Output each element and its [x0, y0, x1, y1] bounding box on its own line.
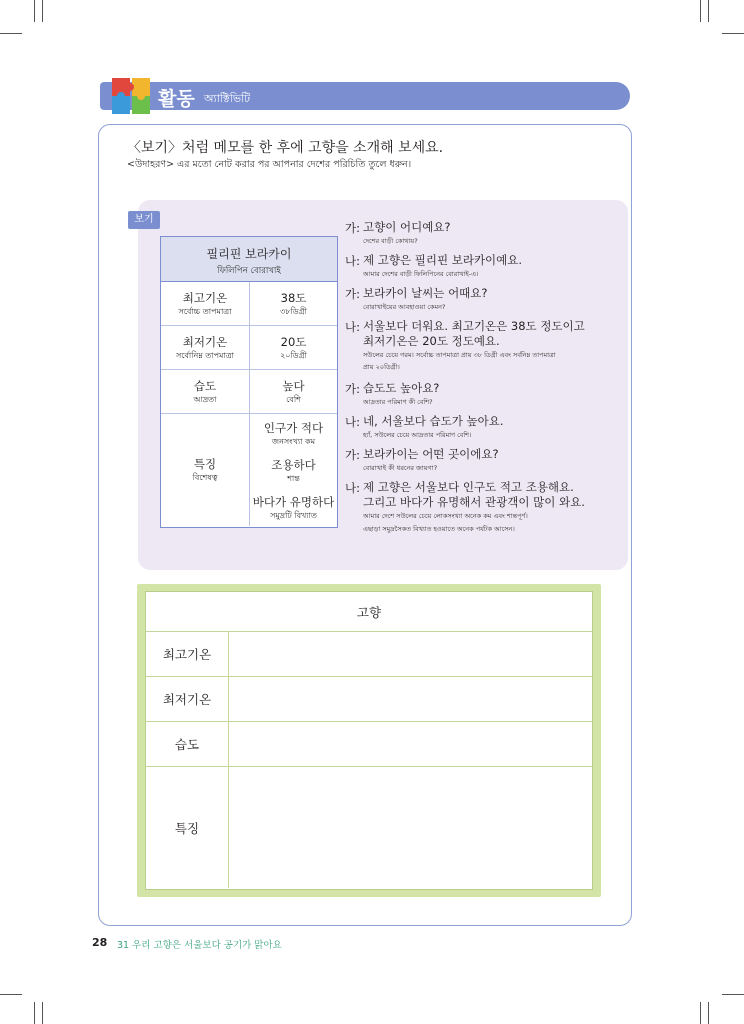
value-bn: ২০ডিগ্রী: [280, 351, 307, 360]
row-label: [161, 326, 250, 369]
speaker: 나:: [345, 415, 360, 429]
line-ko: 보라카이 날씨는 어때요?: [363, 286, 488, 300]
line-ko: 제 고향은 필리핀 보라카이예요.: [363, 253, 523, 267]
worksheet-label: 최저기온: [146, 677, 229, 721]
line-bn: প্রায় ২০ডিগ্রী।: [363, 363, 400, 371]
value-ko: 조용하다: [271, 458, 316, 472]
line-bn: আমার দেশের বাড়ী ফিলিপিনের বোরাখাই-এ।: [363, 270, 479, 278]
table-row: [161, 326, 337, 370]
puzzle-icon: [108, 74, 154, 116]
label-bn: সর্বোচ্চ তাপমাত্রা: [178, 307, 232, 316]
worksheet-row: [146, 767, 592, 888]
worksheet-table: [145, 591, 593, 890]
crop-mark: [700, 1002, 701, 1024]
row-value: [250, 370, 337, 413]
value-bn: শান্ত: [287, 474, 300, 483]
chapter-title: 31 우리 고향은 서울보다 공기가 맑아요: [117, 940, 282, 951]
label-bn: সর্বোনিম্ন তাপমাত্রা: [175, 351, 234, 360]
label-bn: আদ্রতা: [193, 395, 217, 404]
label-ko: 습도: [193, 379, 217, 393]
value-ko: 바다가 유명하다: [252, 495, 335, 509]
crop-mark: [0, 33, 22, 34]
instruction-korean: 〈보기〉처럼 메모를 한 후에 고향을 소개해 보세요.: [127, 140, 444, 156]
line-bn: দেশের বাড়ী কোথায়?: [363, 237, 418, 245]
worksheet-label: 특징: [146, 767, 229, 888]
line-ko: 네, 서울보다 습도가 높아요.: [363, 414, 504, 428]
worksheet-label: 최고기온: [146, 632, 229, 676]
label-ko: 특징: [193, 457, 217, 471]
line-ko: 제 고향은 서울보다 인구도 적고 조용해요.: [363, 480, 574, 494]
value-bn: বেশি: [286, 395, 301, 404]
crop-mark: [700, 0, 701, 22]
crop-mark: [42, 0, 43, 22]
row-value: [250, 414, 337, 526]
label-ko: 최저기온: [182, 335, 228, 349]
crop-mark: [708, 0, 709, 22]
value-ko: 높다: [282, 379, 305, 393]
speaker: 가:: [345, 221, 360, 235]
value-ko: 인구가 적다: [263, 421, 324, 435]
worksheet-row: [146, 632, 592, 677]
line-ko: 습도도 높아요?: [363, 381, 440, 395]
crop-mark: [708, 1002, 709, 1024]
page-number: 28: [92, 936, 108, 949]
value-bn: সমুদ্রটি বিখ্যাত: [270, 511, 317, 520]
crop-mark: [0, 994, 22, 995]
speaker: 나:: [345, 320, 360, 334]
table-row: [161, 414, 337, 526]
line-bn: আদ্রতার পরিমাণ কী বেশি?: [363, 398, 433, 406]
line-bn: সউলের চেয়ে গরম। সর্বোচ্চ তাপমাত্রা প্রায় ৩৮ ডিগ্রী এবং সর্বনিম্ন তাপমাত্রা: [363, 351, 556, 359]
label-bn: বিশেষত্ব: [192, 473, 218, 482]
row-label: [161, 414, 250, 526]
value-ko: 38도: [280, 291, 307, 305]
line-bn: বোরাখাইয়ের আবহাওয়া কেমন?: [363, 303, 446, 311]
speaker: 가:: [345, 287, 360, 301]
table-row: [161, 370, 337, 414]
speaker: 가:: [345, 382, 360, 396]
row-label: [161, 370, 250, 413]
line-ko: 최저기온은 20도 정도예요.: [363, 334, 500, 348]
line-bn: হ্যাঁ, সউলের চেয়ে আদ্রতার পরিমাণ বেশি।: [363, 431, 472, 439]
value-bn: জনসংখ্যা কম: [271, 437, 316, 446]
crop-mark: [34, 0, 35, 22]
line-ko: 보라카이는 어떤 곳이에요?: [363, 447, 499, 461]
row-value: [250, 326, 337, 369]
line-ko: 서울보다 더워요. 최고기온은 38도 정도이고: [363, 319, 585, 333]
activity-subtitle: অ্যাক্টিভিটি: [204, 92, 251, 105]
line-bn: এছাড়া সমুদ্রসৈকত বিখ্যাত হওয়াতে অনেক পর্যটক আসেন।: [363, 525, 515, 533]
crop-mark: [42, 1002, 43, 1024]
speaker: 나:: [345, 481, 360, 495]
value-bn: ৩৮ডিগ্রী: [280, 307, 307, 316]
example-place-ko: 필리핀 보라카이: [206, 247, 292, 261]
table-row: [161, 282, 337, 326]
activity-title: 활동: [158, 88, 195, 110]
label-ko: 최고기온: [182, 291, 228, 305]
speaker: 나:: [345, 254, 360, 268]
example-table: [160, 236, 338, 528]
instruction-bengali: <উদাহরণ> এর মতো নোট করার পর আপনার দেশের পরিচিতি তুলে ধরুন।: [127, 159, 412, 170]
example-tag: 보기: [128, 211, 160, 229]
crop-mark: [722, 994, 744, 995]
activity-header-bar: [100, 82, 630, 110]
crop-mark: [722, 33, 744, 34]
example-place-bn: ফিলিপিন বোরাখাই: [217, 266, 281, 276]
crop-mark: [34, 1002, 35, 1024]
worksheet-label: 습도: [146, 722, 229, 766]
worksheet-title: 고향: [146, 592, 592, 632]
line-bn: আমার দেশে সউলের চেয়ে লোকসংখ্যা অনেক কম এবং শান্তপূর্ণ।: [363, 512, 528, 520]
line-ko: 고향이 어디예요?: [363, 220, 451, 234]
speaker: 가:: [345, 448, 360, 462]
row-value: [250, 282, 337, 325]
value-ko: 20도: [280, 335, 307, 349]
example-table-header: [161, 237, 337, 282]
row-label: [161, 282, 250, 325]
line-ko: 그리고 바다가 유명해서 관광객이 많이 와요.: [363, 495, 585, 509]
worksheet-row: [146, 677, 592, 722]
line-bn: বোরাখাই কী ধরনের জায়গা?: [363, 464, 438, 472]
worksheet-row: [146, 722, 592, 767]
